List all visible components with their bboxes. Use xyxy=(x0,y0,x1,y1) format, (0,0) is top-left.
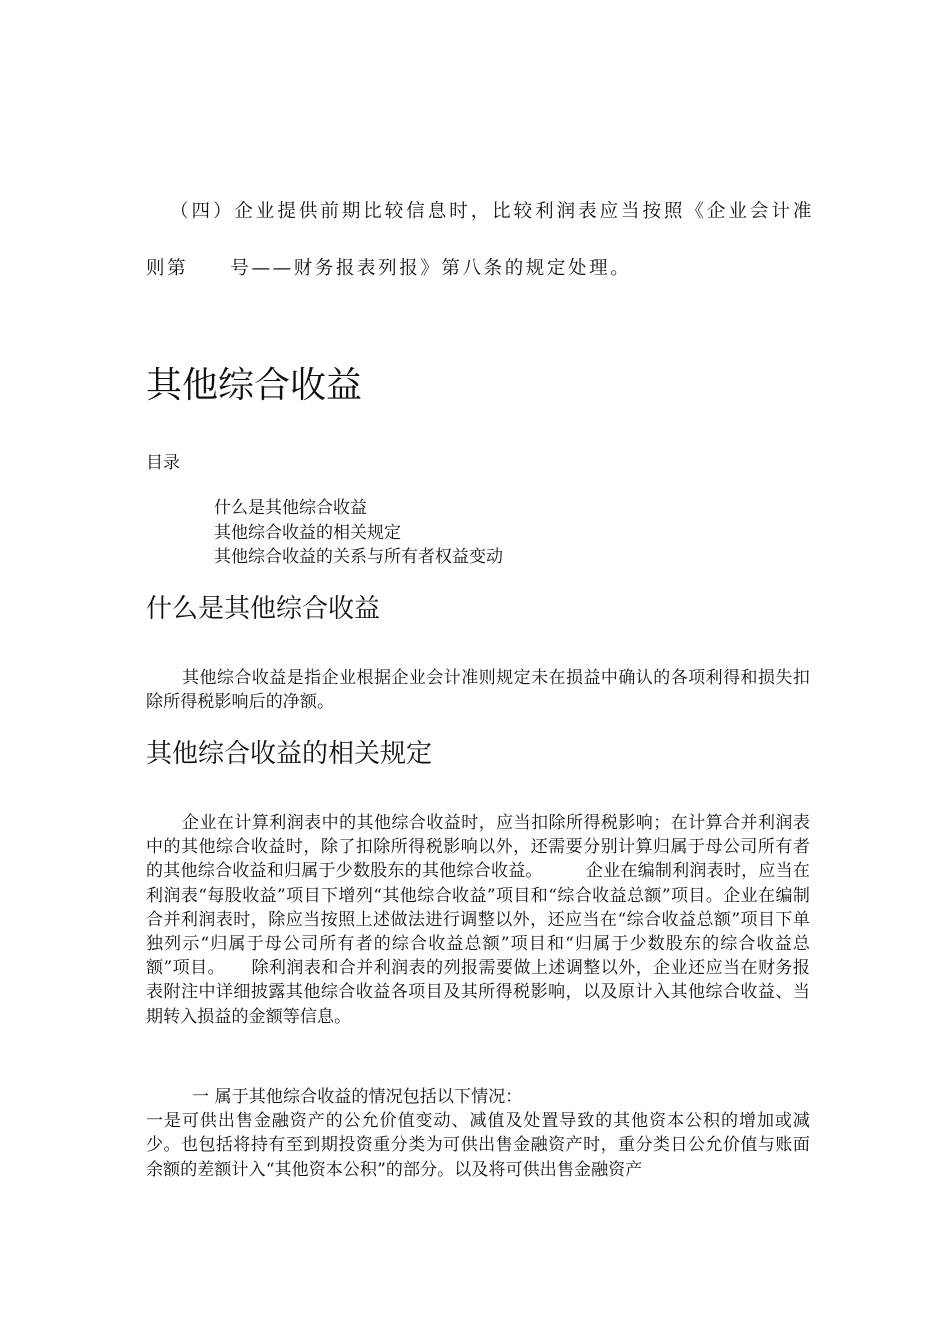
toc-item-what-is[interactable]: 什么是其他综合收益 xyxy=(214,498,367,518)
items-heading: 一 属于其他综合收益的情况包括以下情况： xyxy=(192,1087,523,1107)
intro-paragraph: （四）企业提供前期比较信息时，比较利润表应当按照《企业会计准则第 号——财务报表列报》第八条的规定处理。 xyxy=(146,200,814,279)
table-of-contents xyxy=(214,496,503,570)
section-heading-regulations: 其他综合收益的相关规定 xyxy=(146,739,433,769)
toc-item-regulations[interactable]: 其他综合收益的相关规定 xyxy=(214,522,401,543)
items-text: 一是可供出售金融资产的公允价值变动、减值及处置导致的其他资本公积的增加或减少。也包括将持有至到期投资重分类为可供出售金融资产时，重分类日公允价值与账面余额的差额计入“其他资本公积”的部分。以及将可供出售金融资产 xyxy=(146,1111,810,1180)
toc-label: 目录 xyxy=(146,453,180,473)
section-what-is-paragraph: 其他综合收益是指企业根据企业会计准则规定未在损益中确认的各项利得和损失扣除所得税影响后的净额。 xyxy=(146,668,810,713)
other-comprehensive-income-items xyxy=(146,1085,810,1182)
section-heading-what-is: 什么是其他综合收益 xyxy=(146,594,381,624)
section-regulations-paragraph: 企业在计算利润表中的其他综合收益时，应当扣除所得税影响；在计算合并利润表中的其他综合收益时，除了扣除所得税影响以外，还需要分别计算归属于母公司所有者的其他综合收益和归属于少数股东的其他综合收益。 企业在编制利润表时，应当在利润表“每股收益”项目下增列“其他综合收益”项目和“综合收益总额”项目。企业在编制合并利润表时，除应当按照上述做法进行调整以外，还应当在“综合收益总额”项目下单独列示“归属于母公司所有者的综合收益总额”项目和“归属于少数股东的综合收益总额”项目。 除利润表和合并利润表的列报需要做上述调整以外，企业还应当在财务报表附注中详细披露其他综合收益各项目及其所得税影响，以及原计入其他综合收益、当期转入损益的金额等信息。 xyxy=(146,813,810,1027)
toc-item-equity-relation[interactable]: 其他综合收益的关系与所有者权益变动 xyxy=(214,547,503,567)
page-title: 其他综合收益 xyxy=(146,365,363,406)
